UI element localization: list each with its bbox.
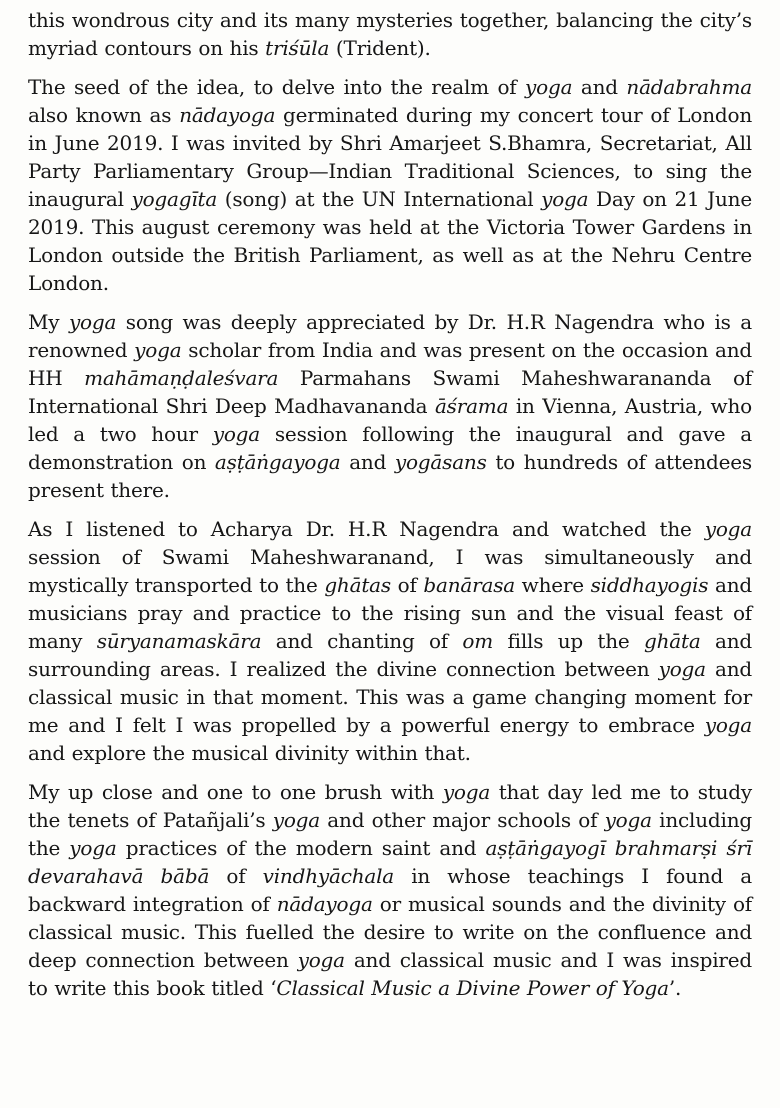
text-run: session following the inaugural and gave a demonstration on [28, 422, 752, 474]
text-run: and classical music in that moment. This was a game changing moment for me and I felt I was propelled by a powerful energy to embrace [28, 657, 752, 737]
text-run: and musicians pray and practice to the rising sun and the visual feast of many [28, 573, 752, 653]
italic-term: yoga [212, 422, 261, 446]
italic-term: aṣṭāṅgayoga [214, 450, 341, 474]
text-run: also known as [28, 103, 180, 127]
text-run: (song) at the UN International [217, 187, 542, 211]
text-run: to hundreds of attendees present there. [28, 450, 752, 502]
text-run: and chanting of [261, 629, 463, 653]
italic-term: yoga [134, 338, 182, 362]
text-run: this wondrous city and its many mysteries together, balancing the city’s myriad contours on his [28, 8, 752, 60]
page-text [28, 6, 752, 1002]
italic-term: yoga [604, 808, 652, 832]
text-run: where [514, 573, 591, 597]
text-run: Day on 21 June 2019. This august ceremony was held at the Victoria Tower Gardens in London outside the British Parliament, as well as at the Nehru Centre London. [28, 187, 752, 295]
italic-term: vindhyāchala [262, 864, 395, 888]
text-run: and [340, 450, 395, 474]
text-run: fills up the [493, 629, 644, 653]
text-run: session of Swami Maheshwaranand, I was simultaneously and mystically transported to the [28, 545, 752, 597]
text-run: in whose teachings I found a backward integration of [28, 864, 752, 916]
italic-term: nādabrahma [626, 75, 752, 99]
italic-term: yoga [442, 780, 491, 804]
paragraph [28, 73, 752, 297]
italic-term: yoga [541, 187, 589, 211]
italic-term: yoga [272, 808, 321, 832]
text-run: As I listened to Acharya Dr. H.R Nagendra and watched the [28, 517, 705, 541]
italic-term: yoga [68, 310, 117, 334]
paragraph [28, 308, 752, 504]
text-run: ’. [668, 976, 682, 1000]
paragraph [28, 515, 752, 767]
text-run: song was deeply appreciated by Dr. H.R Nagendra who is a renowned [28, 310, 752, 362]
text-run: scholar from India and was present on the occasion and HH [28, 338, 752, 390]
text-run: of [209, 864, 263, 888]
italic-term: triśūla [265, 36, 330, 60]
text-run: My up close and one to one brush with [28, 780, 443, 804]
italic-term: om [462, 629, 494, 653]
italic-term: banārasa [423, 573, 515, 597]
paragraph [28, 778, 752, 1002]
text-run: including the [28, 808, 752, 860]
italic-term: ghāta [643, 629, 701, 653]
italic-term: yogāsans [394, 450, 487, 474]
text-run: and surrounding areas. I realized the divine connection between [28, 629, 752, 681]
text-run: My [28, 310, 69, 334]
italic-term: Classical Music a Divine Power of Yoga [276, 976, 669, 1000]
italic-term: yogagīta [131, 187, 218, 211]
italic-term: āśrama [434, 394, 509, 418]
italic-term: aṣṭāṅgayogī brahmarṣi śrī devarahavā bābā [28, 836, 753, 888]
text-run: Parmahans Swami Maheshwarananda of International Shri Deep Madhavananda [28, 366, 752, 418]
italic-term: sūryanamaskāra [96, 629, 262, 653]
italic-term: mahāmaṇḍaleśvara [84, 366, 279, 390]
paragraph [28, 6, 752, 62]
italic-term: siddhayogis [590, 573, 709, 597]
italic-term: yoga [658, 657, 706, 681]
italic-term: yoga [297, 948, 345, 972]
text-run: The seed of the idea, to delve into the realm of [28, 75, 526, 99]
text-run: and [572, 75, 627, 99]
text-run: (Trident). [329, 36, 431, 60]
italic-term: yoga [704, 713, 752, 737]
italic-term: yoga [525, 75, 573, 99]
text-run: that day led me to study the tenets of Patañjali’s [28, 780, 753, 832]
text-run: and classical music and I was inspired to write this book titled ‘ [28, 948, 752, 1000]
italic-term: nādayoga [276, 892, 373, 916]
text-run: of [390, 573, 424, 597]
text-run: in Vienna, Austria, who led a two hour [28, 394, 752, 446]
text-run: or musical sounds and the divinity of classical music. This fuelled the desire to write on the confluence and deep connection between [28, 892, 752, 972]
italic-term: nādayoga [179, 103, 276, 127]
italic-term: yoga [704, 517, 752, 541]
text-run: practices of the modern saint and [116, 836, 486, 860]
text-run: and explore the musical divinity within that. [28, 741, 471, 765]
italic-term: ghātas [324, 573, 391, 597]
text-run: germinated during my concert tour of London in June 2019. I was invited by Shri Amarjeet S.Bhamra, Secretariat, All Party Parliamentary Group—Indian Traditional Sciences, to sing the inaugural [28, 103, 752, 211]
italic-term: yoga [69, 836, 117, 860]
text-run: and other major schools of [320, 808, 605, 832]
